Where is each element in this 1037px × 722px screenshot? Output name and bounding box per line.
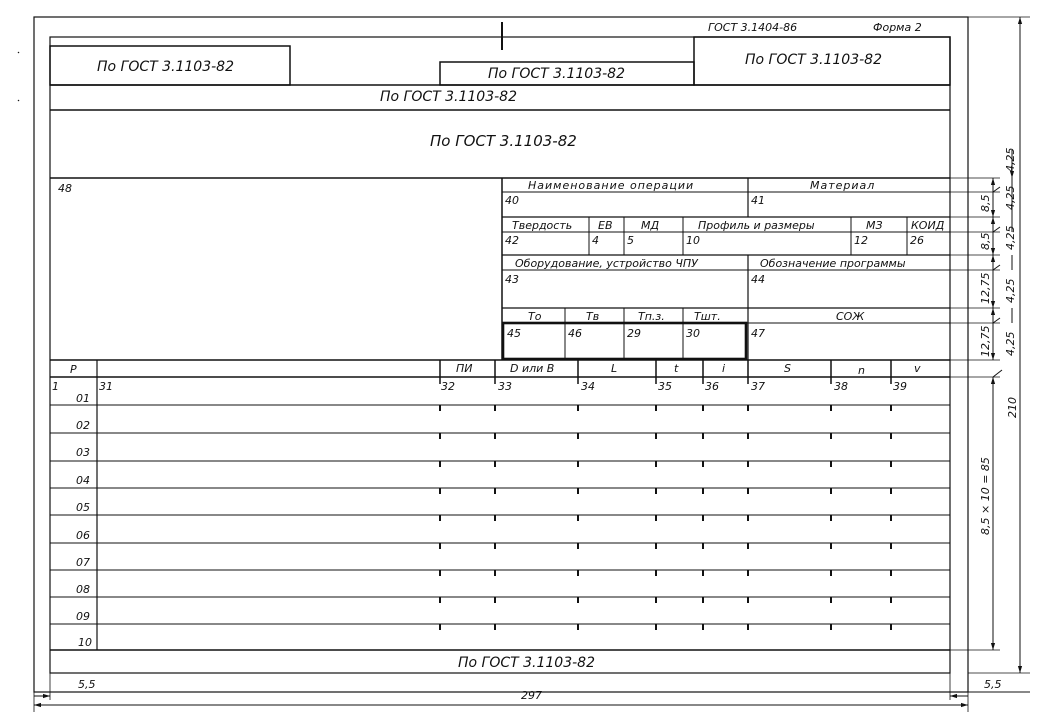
dim-4-25: 4,25 — [1004, 278, 1017, 303]
to-field: 45 — [507, 327, 521, 340]
code-31: 31 — [99, 380, 113, 393]
row-number: 01 — [76, 392, 90, 405]
dim-4-25: 4,25 — [1004, 331, 1017, 356]
hardness-label: Твердость — [512, 219, 573, 232]
to-label: То — [528, 310, 542, 323]
col-header-d: D или B — [510, 362, 555, 375]
material-field: 41 — [751, 194, 765, 207]
dim-12-75: 12,75 — [979, 325, 992, 357]
ev-label: ЕВ — [598, 219, 613, 232]
dim-12-75: 12,75 — [979, 272, 992, 304]
big-band: По ГОСТ 3.1103-82 — [430, 132, 577, 150]
dim-4-25: 4,25 — [1004, 225, 1017, 250]
col-header-v: v — [914, 362, 921, 375]
operation-name-label: Наименование операции — [528, 179, 695, 192]
row-number: 04 — [76, 474, 90, 487]
equipment-label: Оборудование, устройство ЧПУ — [515, 257, 698, 270]
dim-margin-left: 5,5 — [78, 678, 96, 691]
operation-name-field: 40 — [505, 194, 519, 207]
code-34: 34 — [581, 380, 595, 393]
profile-label: Профиль и размеры — [698, 219, 815, 232]
col-header-i: i — [722, 362, 726, 375]
mz-field: 12 — [854, 234, 868, 247]
koid-field: 26 — [910, 234, 924, 247]
row-number: 09 — [76, 610, 90, 623]
tsht-field: 30 — [686, 327, 700, 340]
tpz-field: 29 — [627, 327, 641, 340]
col-header-pi: ПИ — [456, 362, 473, 375]
hardness-field: 42 — [505, 234, 519, 247]
row-band: По ГОСТ 3.1103-82 — [380, 89, 517, 105]
tv-field: 46 — [568, 327, 582, 340]
row-number: 10 — [78, 636, 92, 649]
code-38: 38 — [834, 380, 848, 393]
col-header-n: n — [858, 364, 865, 377]
row-number: 07 — [76, 556, 90, 569]
code-33: 33 — [498, 380, 512, 393]
col-header-p: Р — [70, 363, 77, 376]
row-number: 02 — [76, 419, 90, 432]
code-1: 1 — [52, 380, 59, 393]
code-36: 36 — [705, 380, 719, 393]
dim-rows-total: 8,5 × 10 = 85 — [979, 457, 992, 535]
header-box-right: По ГОСТ 3.1103-82 — [745, 52, 882, 68]
header-box-middle: По ГОСТ 3.1103-82 — [488, 66, 625, 82]
dim-4-25: 4,25 — [1004, 147, 1017, 172]
md-label: МД — [641, 219, 660, 232]
dim-width: 297 — [521, 689, 542, 702]
equipment-field: 43 — [505, 273, 519, 286]
tv-label: Тв — [586, 310, 600, 323]
code-35: 35 — [658, 380, 672, 393]
footer-band: По ГОСТ 3.1103-82 — [458, 655, 595, 671]
code-39: 39 — [893, 380, 907, 393]
program-field: 44 — [751, 273, 765, 286]
gost-number: ГОСТ 3.1404-86 — [708, 21, 798, 34]
profile-field: 10 — [686, 234, 700, 247]
program-label: Обозначение программы — [760, 257, 906, 270]
form-number: Форма 2 — [873, 21, 922, 34]
dim-8-5: 8,5 — [979, 194, 992, 212]
col-header-t: t — [674, 362, 679, 375]
material-label: Материал — [810, 179, 876, 192]
ev-field: 4 — [592, 234, 599, 247]
dim-8-5: 8,5 — [979, 232, 992, 250]
row-number: 06 — [76, 529, 90, 542]
md-field: 5 — [627, 234, 634, 247]
tpz-label: Тп.з. — [638, 310, 665, 323]
dim-margin-right: 5,5 — [984, 678, 1002, 691]
coolant-label: СОЖ — [836, 310, 865, 323]
row-number: 03 — [76, 446, 90, 459]
tsht-label: Тшт. — [694, 310, 721, 323]
mz-label: МЗ — [866, 219, 883, 232]
header-box-left: По ГОСТ 3.1103-82 — [97, 59, 234, 75]
col-header-s: S — [784, 362, 791, 375]
row-number: 08 — [76, 583, 90, 596]
row-number: 05 — [76, 501, 90, 514]
dim-height: 210 — [1006, 397, 1019, 418]
code-37: 37 — [751, 380, 765, 393]
code-32: 32 — [441, 380, 455, 393]
sketch-field: 48 — [58, 182, 72, 195]
dim-4-25: 4,25 — [1004, 185, 1017, 210]
col-header-l: L — [611, 362, 618, 375]
coolant-field: 47 — [751, 327, 765, 340]
koid-label: КОИД — [911, 219, 945, 232]
